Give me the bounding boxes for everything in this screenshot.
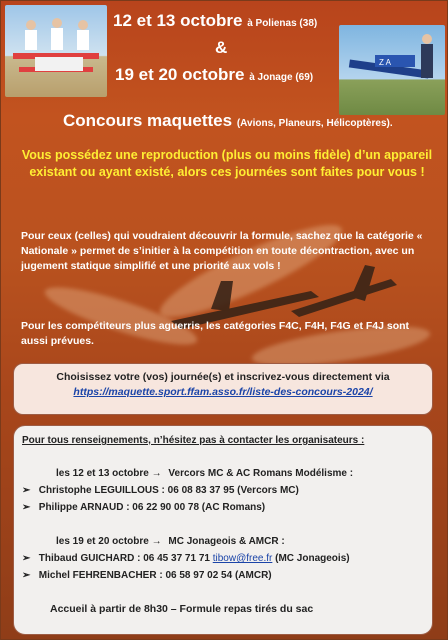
- glider-silhouette: [211, 281, 233, 311]
- section-2-clubs: MC Jonageois & AMCR :: [168, 536, 285, 547]
- registration-link[interactable]: https://maquette.sport.ffam.asso.fr/liste-des-concours-2024/: [73, 386, 373, 398]
- section-1-clubs: Vercors MC & AC Romans Modélisme :: [168, 468, 354, 479]
- email-link[interactable]: tibow@free.fr: [212, 553, 273, 564]
- date-1-label: 12 et 13 octobre: [113, 11, 243, 30]
- place-1-label: à Polienas (38): [247, 18, 318, 29]
- welcome-footer: Accueil à partir de 8h30 – Formule repas tirés du sac: [50, 603, 314, 615]
- paragraph-national: Pour ceux (celles) qui voudraient découvrir la formule, sachez que la catégorie « Nationale » permet de s’initier à la compétition en toute décontraction, avec un jugement statique simplifié et une priorité aux vols !: [21, 230, 423, 272]
- event-date-2: [115, 65, 313, 85]
- bullet-arrow-icon: ➢: [22, 553, 31, 564]
- section-2-dates: les 19 et 20 octobre: [56, 536, 149, 547]
- contact-club: (MC Jonageois): [275, 553, 350, 564]
- place-2-label: à Jonage (69): [249, 72, 314, 83]
- contacts-intro: Pour tous renseignements, n’hésitez pas à contacter les organisateurs :: [22, 435, 365, 446]
- bullet-arrow-icon: ➢: [22, 502, 31, 513]
- contact-text: Michel FEHRENBACHER : 06 58 97 02 54 (AMCR): [38, 570, 272, 581]
- section-2-heading: [56, 536, 285, 547]
- svg-text:Z A: Z A: [379, 58, 392, 67]
- contact-text: Philippe ARNAUD : 06 22 90 00 78 (AC Romans): [38, 502, 266, 513]
- date-2-label: 19 et 20 octobre: [115, 65, 245, 84]
- ampersand: &: [215, 38, 228, 57]
- contact-text: Thibaud GUICHARD : 06 45 37 71 71: [38, 553, 213, 564]
- model-plane-photo: [339, 25, 445, 115]
- bullet-arrow-icon: ➢: [22, 570, 31, 581]
- contact-row: [22, 553, 350, 564]
- arrow-right-icon: →: [151, 468, 162, 479]
- title-sub: (Avions, Planeurs, Hélicoptères).: [236, 118, 393, 129]
- biplane-illustration: [5, 5, 107, 97]
- contact-text: Christophe LEGUILLOUS : 06 08 83 37 95 (Vercors MC): [38, 485, 299, 496]
- section-1-heading: [56, 468, 353, 479]
- contact-row: [22, 485, 299, 496]
- page-title: [63, 111, 393, 131]
- pilots-photo: [5, 5, 107, 97]
- section-1-dates: les 12 et 13 octobre: [56, 468, 149, 479]
- highlight-text: Vous possédez une reproduction (plus ou moins fidèle) d’un appareil existant ou ayant existé, alors ces journées sont faites pour vous !: [21, 148, 433, 179]
- paragraph-categories: Pour les compétiteurs plus aguerris, les catégories F4C, F4H, F4G et F4J sont aussi prévues.: [21, 320, 410, 347]
- model-plane-illustration: [339, 25, 445, 115]
- bullet-arrow-icon: ➢: [22, 485, 31, 496]
- contact-row: [22, 570, 272, 581]
- contact-row: [22, 502, 265, 513]
- title-main: Concours maquettes: [63, 111, 233, 130]
- contacts-box: [13, 425, 433, 635]
- registration-text: Choisissez votre (vos) journée(s) et inscrivez-vous directement via: [56, 371, 390, 383]
- registration-box: [13, 363, 433, 415]
- event-date-1: [113, 11, 317, 31]
- arrow-right-icon: →: [151, 536, 162, 547]
